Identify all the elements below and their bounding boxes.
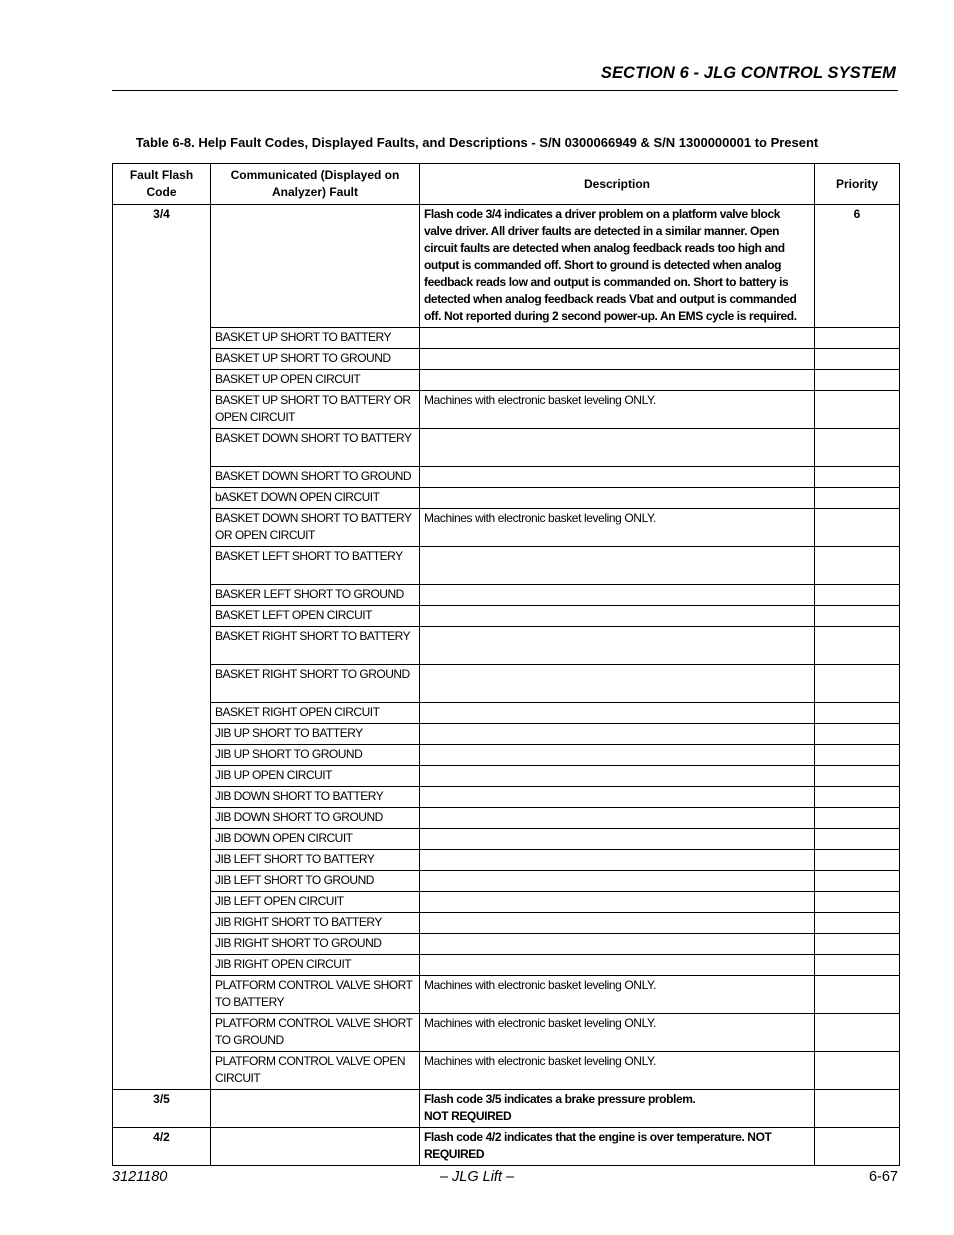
description-cell [420, 850, 815, 871]
fault-cell: BASKET LEFT SHORT TO BATTERY [211, 547, 420, 585]
description-cell: Machines with electronic basket leveling ONLY. [420, 509, 815, 547]
table-row [113, 429, 900, 467]
description-cell [420, 467, 815, 488]
table-row [113, 913, 900, 934]
table-row [113, 370, 900, 391]
header-fault-flash-code: Fault Flash Code [113, 164, 211, 205]
description-cell [420, 585, 815, 606]
table-row [113, 509, 900, 547]
fault-cell: BASKET UP SHORT TO BATTERY [211, 328, 420, 349]
description-cell [420, 955, 815, 976]
priority-cell [815, 1128, 900, 1166]
table-row [113, 585, 900, 606]
fault-flash-code: 4/2 [113, 1128, 211, 1166]
fault-cell: BASKET UP SHORT TO GROUND [211, 349, 420, 370]
table-row [113, 1052, 900, 1090]
fault-cell: JIB LEFT SHORT TO BATTERY [211, 850, 420, 871]
fault-cell: JIB RIGHT SHORT TO GROUND [211, 934, 420, 955]
description-cell [420, 871, 815, 892]
fault-cell: PLATFORM CONTROL VALVE SHORT TO GROUND [211, 1014, 420, 1052]
fault-cell: JIB LEFT SHORT TO GROUND [211, 871, 420, 892]
fault-cell: JIB UP OPEN CIRCUIT [211, 766, 420, 787]
priority-cell [815, 349, 900, 370]
priority-cell [815, 1090, 900, 1128]
table-header-row [113, 164, 900, 205]
description-cell [420, 808, 815, 829]
priority-cell [815, 467, 900, 488]
fault-cell: BASKET DOWN SHORT TO BATTERY [211, 429, 420, 467]
priority-cell [815, 829, 900, 850]
fault-table-body [113, 205, 900, 1166]
description-cell: Machines with electronic basket leveling ONLY. [420, 391, 815, 429]
fault-cell: BASKET RIGHT OPEN CIRCUIT [211, 703, 420, 724]
priority-cell [815, 955, 900, 976]
description-cell: Machines with electronic basket leveling ONLY. [420, 1052, 815, 1090]
description-cell [420, 766, 815, 787]
priority-cell [815, 787, 900, 808]
section-title: SECTION 6 - JLG CONTROL SYSTEM [600, 64, 896, 82]
fault-cell: JIB DOWN OPEN CIRCUIT [211, 829, 420, 850]
priority-cell [815, 627, 900, 665]
table-row [113, 724, 900, 745]
table-row [113, 703, 900, 724]
table-row [113, 871, 900, 892]
description-cell [420, 349, 815, 370]
description-cell [420, 703, 815, 724]
table-caption: Table 6-8. Help Fault Codes, Displayed Faults, and Descriptions - S/N 0300066949 & S/N 1300000001 to Present [135, 135, 819, 150]
description-cell: Machines with electronic basket leveling ONLY. [420, 1014, 815, 1052]
priority-cell [815, 370, 900, 391]
header-divider [112, 90, 898, 91]
priority-cell [815, 488, 900, 509]
table-row [113, 766, 900, 787]
priority-cell [815, 913, 900, 934]
description-note: NOT REQUIRED [424, 1109, 512, 1123]
footer-doc-number: 3121180 [112, 1169, 168, 1185]
fault-cell: JIB RIGHT OPEN CIRCUIT [211, 955, 420, 976]
header-description: Description [420, 164, 815, 205]
footer-publisher: – JLG Lift – [439, 1169, 515, 1185]
description-cell [420, 1128, 815, 1166]
description-text: Flash code 3/4 indicates a driver problem on a platform valve block valve driver. All driver faults are detected in a similar manner. Open circuit faults are detected when analog feedback reads too high and output is commanded off. Short to ground is detected when analog feedback reads low and output is commanded on. Short to battery is detected when analog feedback reads Vbat and output is commanded off. Not reported during 2 second power-up. An EMS cycle is required. [424, 207, 797, 323]
description-cell [420, 1090, 815, 1128]
priority-cell [815, 745, 900, 766]
table-row [113, 328, 900, 349]
fault-cell: BASKET UP SHORT TO BATTERY OR OPEN CIRCUIT [211, 391, 420, 429]
fault-cell: BASKET UP OPEN CIRCUIT [211, 370, 420, 391]
fault-cell: BASKET DOWN SHORT TO GROUND [211, 467, 420, 488]
footer-page-number: 6-67 [868, 1169, 898, 1185]
priority-cell [815, 1014, 900, 1052]
fault-flash-code: 3/4 [113, 205, 211, 1090]
table-row [113, 1014, 900, 1052]
fault-cell: BASKET DOWN SHORT TO BATTERY OR OPEN CIRCUIT [211, 509, 420, 547]
table-row [113, 955, 900, 976]
priority-cell [815, 547, 900, 585]
priority-cell [815, 665, 900, 703]
priority-cell [815, 1052, 900, 1090]
fault-cell: JIB DOWN SHORT TO GROUND [211, 808, 420, 829]
table-row [113, 547, 900, 585]
table-row [113, 850, 900, 871]
description-cell [420, 745, 815, 766]
priority-cell [815, 509, 900, 547]
priority-cell [815, 934, 900, 955]
table-row [113, 892, 900, 913]
description-cell [420, 724, 815, 745]
description-cell: Machines with electronic basket leveling ONLY. [420, 976, 815, 1014]
table-row [113, 1128, 900, 1166]
header-communicated-fault: Communicated (Displayed on Analyzer) Fault [211, 164, 420, 205]
description-cell [420, 892, 815, 913]
priority-cell [815, 976, 900, 1014]
fault-cell: BASKET RIGHT SHORT TO GROUND [211, 665, 420, 703]
description-cell [420, 205, 815, 328]
description-cell [420, 829, 815, 850]
priority-cell [815, 703, 900, 724]
table-row [113, 467, 900, 488]
description-cell [420, 328, 815, 349]
priority-cell [815, 585, 900, 606]
priority-cell [815, 606, 900, 627]
table-row [113, 808, 900, 829]
table-row [113, 349, 900, 370]
table-row [113, 976, 900, 1014]
table-row [113, 627, 900, 665]
description-cell [420, 370, 815, 391]
fault-cell [211, 205, 420, 328]
description-text: Flash code 4/2 indicates that the engine is over temperature. NOT REQUIRED [424, 1130, 772, 1161]
fault-table [112, 163, 900, 1166]
fault-cell: BASKET RIGHT SHORT TO BATTERY [211, 627, 420, 665]
description-cell [420, 913, 815, 934]
fault-cell: JIB UP SHORT TO BATTERY [211, 724, 420, 745]
description-cell [420, 547, 815, 585]
priority-cell [815, 892, 900, 913]
description-text: Flash code 3/5 indicates a brake pressure problem. [424, 1092, 696, 1106]
fault-flash-code: 3/5 [113, 1090, 211, 1128]
table-row [113, 606, 900, 627]
fault-cell: JIB UP SHORT TO GROUND [211, 745, 420, 766]
fault-cell: bASKET DOWN OPEN CIRCUIT [211, 488, 420, 509]
fault-cell [211, 1128, 420, 1166]
header-priority: Priority [815, 164, 900, 205]
fault-cell [211, 1090, 420, 1128]
fault-cell: BASKER LEFT SHORT TO GROUND [211, 585, 420, 606]
priority-cell [815, 724, 900, 745]
table-row [113, 665, 900, 703]
description-cell [420, 934, 815, 955]
table-row [113, 745, 900, 766]
table-row [113, 787, 900, 808]
table-row [113, 1090, 900, 1128]
table-row [113, 488, 900, 509]
description-cell [420, 665, 815, 703]
fault-cell: PLATFORM CONTROL VALVE SHORT TO BATTERY [211, 976, 420, 1014]
table-row [113, 391, 900, 429]
description-cell [420, 429, 815, 467]
description-cell [420, 488, 815, 509]
table-row [113, 934, 900, 955]
priority-cell: 6 [815, 205, 900, 328]
fault-cell: JIB DOWN SHORT TO BATTERY [211, 787, 420, 808]
fault-cell: BASKET LEFT OPEN CIRCUIT [211, 606, 420, 627]
priority-cell [815, 328, 900, 349]
table-row [113, 829, 900, 850]
fault-cell: PLATFORM CONTROL VALVE OPEN CIRCUIT [211, 1052, 420, 1090]
priority-cell [815, 871, 900, 892]
description-cell [420, 606, 815, 627]
priority-cell [815, 808, 900, 829]
description-cell [420, 787, 815, 808]
priority-cell [815, 391, 900, 429]
priority-cell [815, 429, 900, 467]
priority-cell [815, 850, 900, 871]
fault-cell: JIB LEFT OPEN CIRCUIT [211, 892, 420, 913]
priority-cell [815, 766, 900, 787]
fault-cell: JIB RIGHT SHORT TO BATTERY [211, 913, 420, 934]
description-cell [420, 627, 815, 665]
table-row [113, 205, 900, 328]
